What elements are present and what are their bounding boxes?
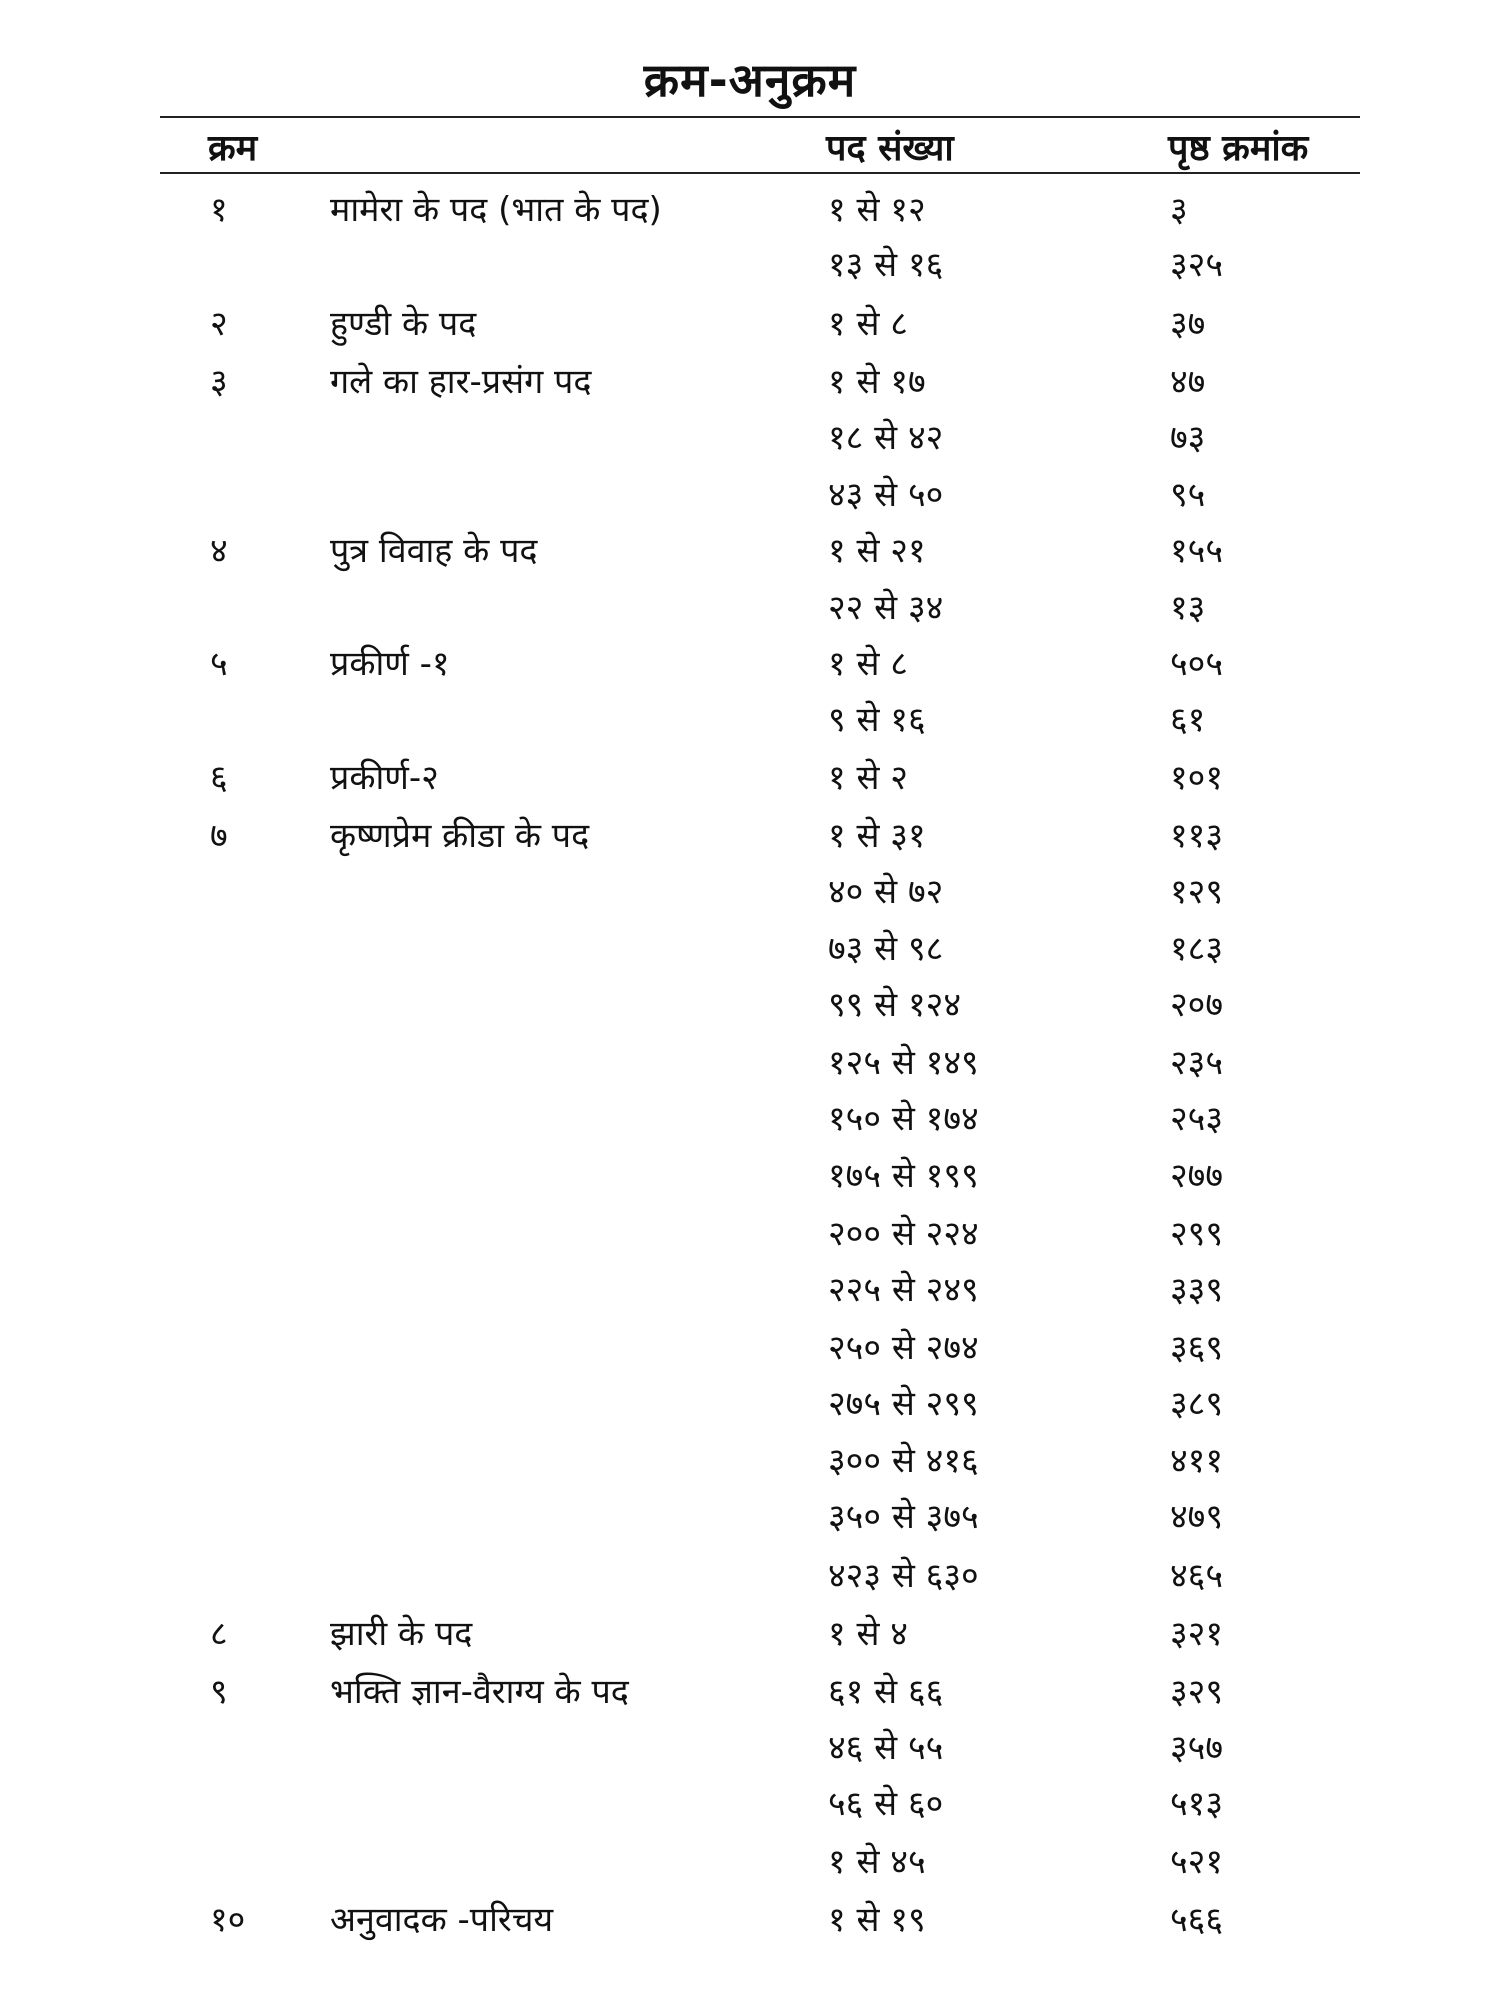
row-serial: १० — [210, 1900, 246, 1940]
row-range: १ से २१ — [828, 531, 926, 571]
row-range: १५० से १७४ — [828, 1099, 979, 1139]
row-range: ३०० से ४१६ — [828, 1441, 979, 1481]
row-page: ३२५ — [1170, 245, 1224, 285]
row-range: ६१ से ६६ — [828, 1672, 944, 1712]
row-page: ६१ — [1170, 700, 1206, 740]
row-page: १८३ — [1170, 929, 1224, 969]
row-page: २३५ — [1170, 1043, 1224, 1083]
table-row — [0, 1206, 1500, 1262]
row-range: १ से १७ — [828, 362, 926, 402]
row-range: १ से ४ — [828, 1614, 908, 1654]
table-row — [0, 354, 1500, 410]
row-page: ७३ — [1170, 418, 1206, 458]
row-title: प्रकीर्ण -१ — [330, 644, 450, 684]
row-range: ३५० से ३७५ — [828, 1497, 979, 1537]
table-row — [0, 467, 1500, 523]
row-range: १७५ से १९९ — [828, 1156, 979, 1196]
table-row — [0, 750, 1500, 806]
row-range: ७३ से ९८ — [828, 929, 944, 969]
table-row — [0, 636, 1500, 692]
row-range: ४० से ७२ — [828, 872, 944, 912]
table-row — [0, 1776, 1500, 1832]
row-range: २२५ से २४९ — [828, 1270, 979, 1310]
row-page: १०१ — [1170, 758, 1224, 798]
row-range: ४३ से ५० — [828, 475, 944, 515]
row-range: १ से १२ — [828, 190, 926, 230]
table-row — [0, 182, 1500, 238]
row-serial: ८ — [210, 1614, 228, 1654]
row-title: कृष्णप्रेम क्रीडा के पद — [330, 816, 590, 856]
row-range: ४६ से ५५ — [828, 1728, 944, 1768]
table-row — [0, 1091, 1500, 1147]
table-row — [0, 808, 1500, 864]
row-serial: ४ — [210, 531, 228, 571]
row-serial: ६ — [210, 758, 228, 798]
table-row — [0, 1834, 1500, 1890]
row-page: ५६६ — [1170, 1900, 1224, 1940]
row-page: १३ — [1170, 588, 1206, 628]
table-row — [0, 864, 1500, 920]
header-range: पद संख्या — [826, 128, 954, 169]
table-row — [0, 977, 1500, 1033]
row-range: १२५ से १४९ — [828, 1043, 979, 1083]
table-row — [0, 523, 1500, 579]
table-row — [0, 1035, 1500, 1091]
table-row — [0, 1548, 1500, 1604]
header-page: पृष्ठ क्रमांक — [1168, 128, 1309, 169]
row-title: हुण्डी के पद — [330, 304, 477, 344]
table-row — [0, 580, 1500, 636]
row-range: ९ से १६ — [828, 700, 926, 740]
row-page: ३८९ — [1170, 1384, 1224, 1424]
row-page: २७७ — [1170, 1156, 1224, 1196]
row-page: ५१३ — [1170, 1784, 1224, 1824]
row-page: २९९ — [1170, 1214, 1224, 1254]
row-title: अनुवादक -परिचय — [330, 1900, 554, 1940]
row-title: मामेरा के पद (भात के पद) — [330, 190, 662, 230]
row-page: ४७९ — [1170, 1497, 1224, 1537]
row-page: ३२९ — [1170, 1672, 1224, 1712]
row-range: १ से २ — [828, 758, 908, 798]
row-page: ११३ — [1170, 816, 1224, 856]
row-range: ४२३ से ६३० — [828, 1556, 979, 1596]
row-range: १ से ४५ — [828, 1842, 926, 1882]
row-page: ४६५ — [1170, 1556, 1224, 1596]
row-range: २२ से ३४ — [828, 588, 944, 628]
table-row — [0, 1489, 1500, 1545]
table-row — [0, 1720, 1500, 1776]
row-serial: २ — [210, 304, 228, 344]
row-title: प्रकीर्ण-२ — [330, 758, 439, 798]
row-page: ९५ — [1170, 475, 1206, 515]
table-row — [0, 1262, 1500, 1318]
row-range: १ से ८ — [828, 644, 908, 684]
row-page: ३ — [1170, 190, 1188, 230]
row-page: ३६९ — [1170, 1328, 1224, 1368]
table-row — [0, 1433, 1500, 1489]
row-range: २०० से २२४ — [828, 1214, 979, 1254]
row-page: २५३ — [1170, 1099, 1224, 1139]
row-page: ३५७ — [1170, 1728, 1224, 1768]
table-row — [0, 1148, 1500, 1204]
row-serial: ७ — [210, 816, 228, 856]
table-row — [0, 1606, 1500, 1662]
row-range: १ से ३१ — [828, 816, 926, 856]
table-row — [0, 237, 1500, 293]
row-title: गले का हार-प्रसंग पद — [330, 362, 592, 402]
row-page: ५०५ — [1170, 644, 1224, 684]
header-serial: क्रम — [208, 128, 258, 169]
table-row — [0, 410, 1500, 466]
row-range: १८ से ४२ — [828, 418, 944, 458]
row-page: १२९ — [1170, 872, 1224, 912]
row-page: २०७ — [1170, 985, 1224, 1025]
table-row — [0, 1320, 1500, 1376]
row-title: भक्ति ज्ञान-वैराग्य के पद — [330, 1672, 629, 1712]
row-range: १३ से १६ — [828, 245, 944, 285]
row-range: ९९ से १२४ — [828, 985, 961, 1025]
page-title: क्रम-अनुक्रम — [643, 53, 857, 107]
row-page: ३२१ — [1170, 1614, 1224, 1654]
row-range: ५६ से ६० — [828, 1784, 944, 1824]
row-serial: १ — [210, 190, 228, 230]
row-range: २७५ से २९९ — [828, 1384, 979, 1424]
row-page: ५२१ — [1170, 1842, 1224, 1882]
table-row — [0, 1376, 1500, 1432]
row-title: पुत्र विवाह के पद — [330, 531, 538, 571]
row-page: ३७ — [1170, 304, 1206, 344]
table-row — [0, 296, 1500, 352]
row-serial: ९ — [210, 1672, 228, 1712]
row-page: ४७ — [1170, 362, 1206, 402]
table-row — [0, 1664, 1500, 1720]
row-page: १५५ — [1170, 531, 1224, 571]
row-serial: ३ — [210, 362, 228, 402]
row-page: ४११ — [1170, 1441, 1224, 1481]
table-row — [0, 921, 1500, 977]
row-range: १ से १९ — [828, 1900, 926, 1940]
row-range: १ से ८ — [828, 304, 908, 344]
table-row — [0, 692, 1500, 748]
row-range: २५० से २७४ — [828, 1328, 979, 1368]
row-serial: ५ — [210, 644, 228, 684]
row-title: झारी के पद — [330, 1614, 473, 1654]
table-row — [0, 1892, 1500, 1948]
row-page: ३३९ — [1170, 1270, 1224, 1310]
